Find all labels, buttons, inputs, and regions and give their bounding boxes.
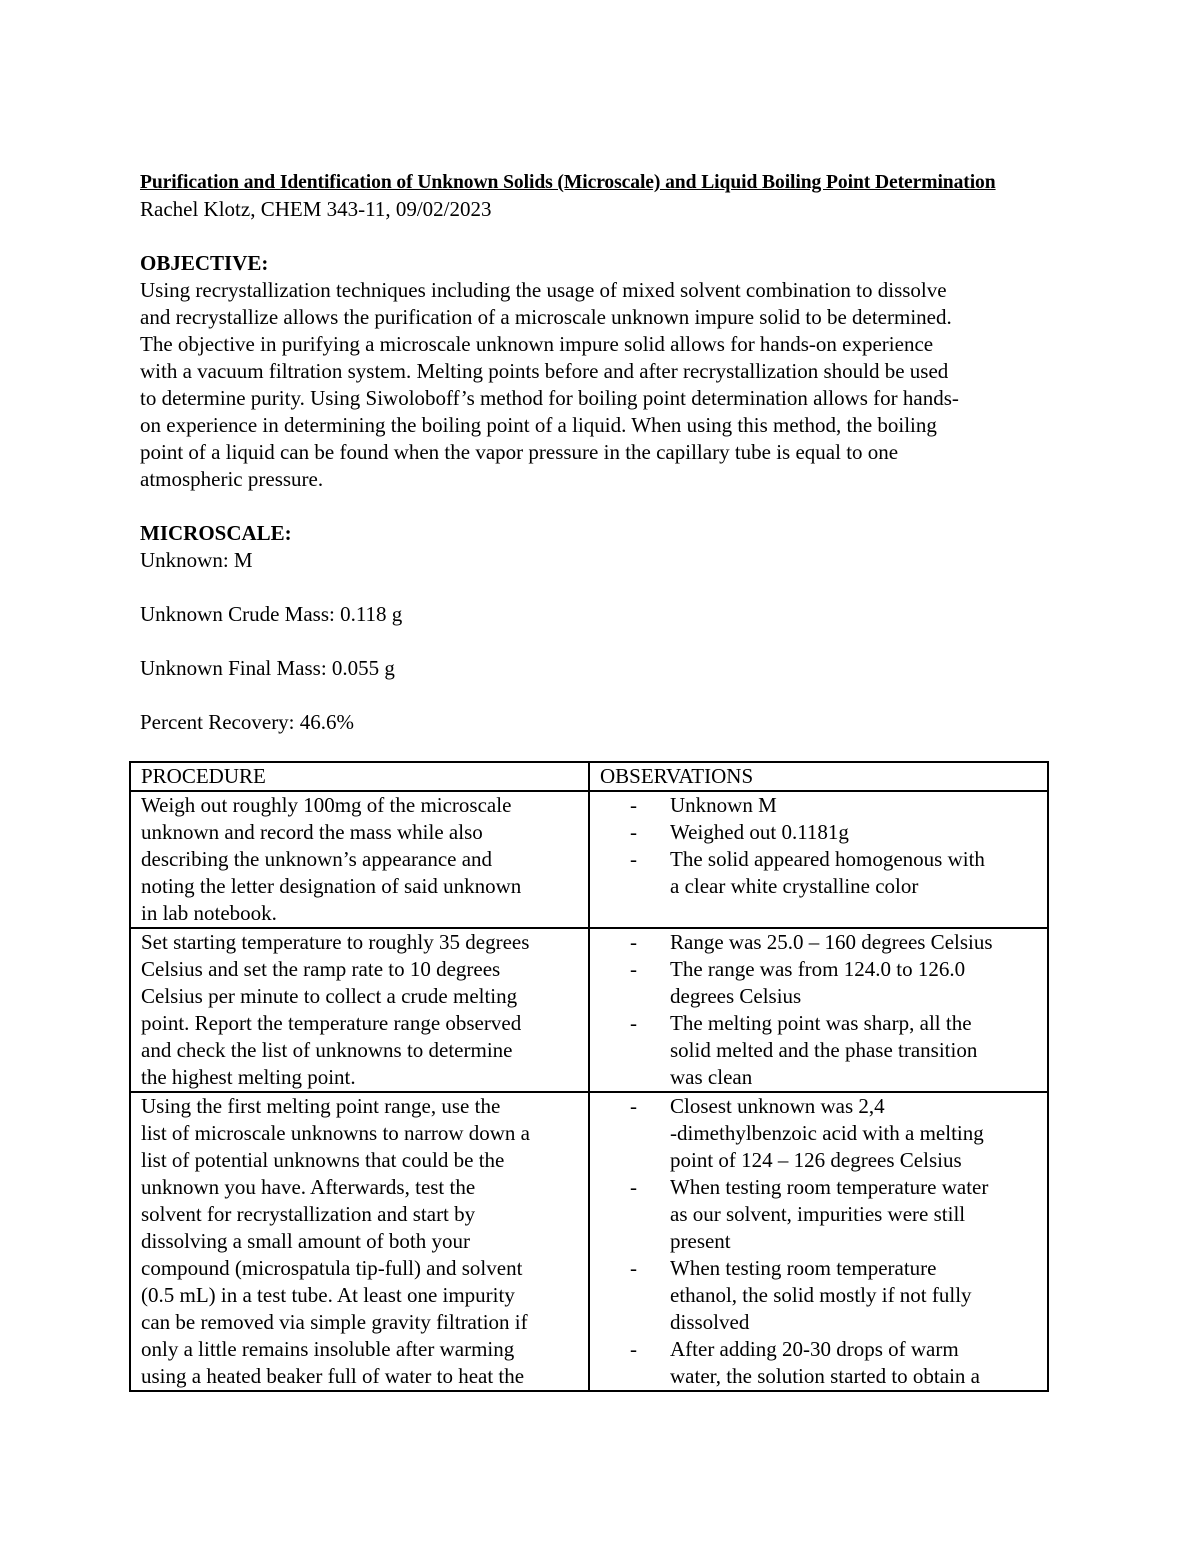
procedure-line: point. Report the temperature range observed: [141, 1011, 522, 1035]
unknown-label: Unknown: M: [140, 548, 253, 572]
table-header-row: [130, 762, 1048, 791]
observations-cell: [589, 791, 1048, 928]
bullet-dash: -: [630, 1256, 637, 1280]
observation-line: After adding 20-30 drops of warm: [670, 1337, 959, 1361]
observation-line: dissolved: [670, 1310, 750, 1334]
table-row: [130, 928, 1048, 1092]
procedure-header: PROCEDURE: [130, 762, 589, 791]
observation-line: The solid appeared homogenous with: [670, 847, 985, 871]
crude-mass: Unknown Crude Mass: 0.118 g: [140, 602, 403, 626]
bullet-dash: -: [630, 1337, 637, 1361]
observation-line: was clean: [670, 1065, 753, 1089]
microscale-heading: MICROSCALE:: [140, 521, 292, 545]
observation-item: [600, 792, 1039, 819]
procedure-line: Weigh out roughly 100mg of the microscale: [141, 793, 512, 817]
procedure-line: in lab notebook.: [141, 901, 277, 925]
bullet-dash: -: [630, 847, 637, 871]
objective-line: atmospheric pressure.: [140, 467, 324, 491]
observations-cell: [589, 928, 1048, 1092]
objective-line: on experience in determining the boiling point of a liquid. When using this method, the boiling: [140, 413, 937, 437]
document-page: [140, 170, 1050, 736]
observation-item: [600, 1336, 1039, 1390]
observation-line: The melting point was sharp, all the: [670, 1011, 972, 1035]
procedure-line: and check the list of unknowns to determine: [141, 1038, 513, 1062]
final-mass: Unknown Final Mass: 0.055 g: [140, 656, 395, 680]
procedure-line: unknown and record the mass while also: [141, 820, 483, 844]
observations-header: OBSERVATIONS: [589, 762, 1048, 791]
bullet-dash: -: [630, 1011, 637, 1035]
observation-item: [600, 1174, 1039, 1255]
observation-line: When testing room temperature: [670, 1256, 937, 1280]
objective-line: to determine purity. Using Siwoloboff’s method for boiling point determination allows for hands-: [140, 386, 959, 410]
procedure-table: [129, 761, 1049, 1392]
observation-item: [600, 1093, 1039, 1174]
observation-line: Range was 25.0 – 160 degrees Celsius: [670, 930, 993, 954]
observation-line: water, the solution started to obtain a: [670, 1364, 980, 1388]
procedure-line: describing the unknown’s appearance and: [141, 847, 493, 871]
procedure-line: the highest melting point.: [141, 1065, 356, 1089]
procedure-line: (0.5 mL) in a test tube. At least one impurity: [141, 1283, 515, 1307]
objective-line: The objective in purifying a microscale unknown impure solid allows for hands-on experience: [140, 332, 934, 356]
procedure-line: can be removed via simple gravity filtration if: [141, 1310, 528, 1334]
observation-line: Unknown M: [670, 793, 777, 817]
observation-line: -dimethylbenzoic acid with a melting: [670, 1121, 984, 1145]
bullet-dash: -: [630, 1094, 637, 1118]
procedure-line: unknown you have. Afterwards, test the: [141, 1175, 476, 1199]
document-title: Purification and Identification of Unknown Solids (Microscale) and Liquid Boiling Point Determination: [140, 172, 996, 193]
observation-item: [600, 846, 1039, 900]
observation-line: The range was from 124.0 to 126.0: [670, 957, 966, 981]
procedure-line: only a little remains insoluble after warming: [141, 1337, 515, 1361]
observation-line: solid melted and the phase transition: [670, 1038, 978, 1062]
observation-item: [600, 929, 1039, 956]
bullet-dash: -: [630, 957, 637, 981]
objective-line: with a vacuum filtration system. Melting points before and after recrystallization should be used: [140, 359, 949, 383]
procedure-line: dissolving a small amount of both your: [141, 1229, 470, 1253]
table-row: [130, 1092, 1048, 1391]
observation-item: [600, 1255, 1039, 1336]
procedure-line: compound (microspatula tip-full) and solvent: [141, 1256, 523, 1280]
procedure-line: solvent for recrystallization and start by: [141, 1202, 476, 1226]
bullet-dash: -: [630, 793, 637, 817]
document-byline: Rachel Klotz, CHEM 343-11, 09/02/2023: [140, 197, 492, 221]
procedure-cell: [130, 1092, 589, 1391]
observation-line: ethanol, the solid mostly if not fully: [670, 1283, 972, 1307]
observation-line: present: [670, 1229, 731, 1253]
percent-recovery: Percent Recovery: 46.6%: [140, 710, 355, 734]
bullet-dash: -: [630, 820, 637, 844]
observation-line: point of 124 – 126 degrees Celsius: [670, 1148, 962, 1172]
observation-item: [600, 1010, 1039, 1091]
observation-list: [600, 929, 1039, 1091]
bullet-dash: -: [630, 930, 637, 954]
objective-line: and recrystallize allows the purification of a microscale unknown impure solid to be determined.: [140, 305, 952, 329]
table-row: [130, 791, 1048, 928]
observation-line: degrees Celsius: [670, 984, 802, 1008]
observation-line: as our solvent, impurities were still: [670, 1202, 966, 1226]
observation-item: [600, 956, 1039, 1010]
procedure-line: using a heated beaker full of water to heat the: [141, 1364, 525, 1388]
objective-line: point of a liquid can be found when the vapor pressure in the capillary tube is equal to one: [140, 440, 899, 464]
observation-line: When testing room temperature water: [670, 1175, 989, 1199]
observation-line: Closest unknown was 2,4: [670, 1094, 885, 1118]
observation-list: [600, 1093, 1039, 1390]
observation-list: [600, 792, 1039, 900]
procedure-line: list of microscale unknowns to narrow down a: [141, 1121, 531, 1145]
procedure-line: noting the letter designation of said unknown: [141, 874, 522, 898]
procedure-line: list of potential unknowns that could be the: [141, 1148, 505, 1172]
objective-paragraph: [140, 277, 1050, 493]
bullet-dash: -: [630, 1175, 637, 1199]
procedure-line: Using the first melting point range, use the: [141, 1094, 501, 1118]
objective-heading: OBJECTIVE:: [140, 251, 269, 275]
procedure-line: Celsius per minute to collect a crude melting: [141, 984, 518, 1008]
procedure-cell: [130, 928, 589, 1092]
procedure-cell: [130, 791, 589, 928]
observation-line: a clear white crystalline color: [670, 874, 919, 898]
procedure-line: Celsius and set the ramp rate to 10 degrees: [141, 957, 501, 981]
procedure-line: Set starting temperature to roughly 35 degrees: [141, 930, 530, 954]
observation-line: Weighed out 0.1181g: [670, 820, 849, 844]
objective-line: Using recrystallization techniques including the usage of mixed solvent combination to dissolve: [140, 278, 947, 302]
observations-cell: [589, 1092, 1048, 1391]
observation-item: [600, 819, 1039, 846]
